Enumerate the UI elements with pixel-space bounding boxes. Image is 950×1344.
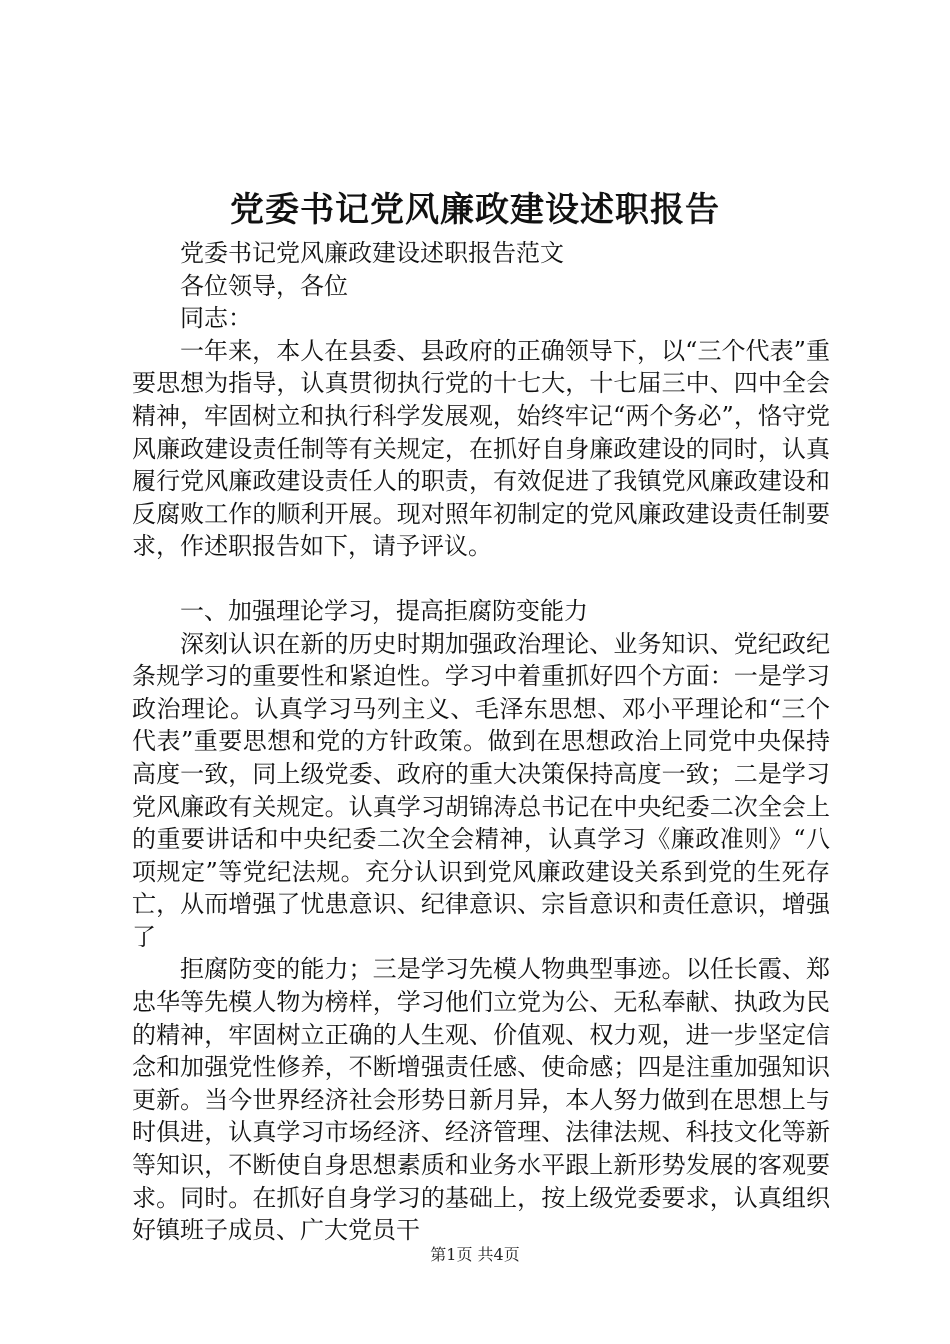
paragraph-spacer	[132, 563, 830, 595]
salutation-line: 各位领导，各位	[180, 271, 348, 300]
page-number: 第1页 共4页	[430, 1245, 520, 1264]
body-paragraph: 拒腐防变的能力；三是学习先模人物典型事迹。以任长霞、郑忠华等先模人物为榜样，学习他们立党为公、无私奉献、执政为民的精神，牢固树立正确的人生观、价值观、权力观，进一步坚定信念和加强党性修养，不断增强责任感、使命感；四是注重加强知识更新。当今世界经济社会形势日新月异，本人努力做到在思想上与时俱进，认真学习市场经济、经济管理、法律法规、科技文化等新等知识，不断使自身思想素质和业务水平跟上新形势发展的客观要求。同时。在抓好自身学习的基础上，按上级党委要求，认真组织好镇班子成员、广大党员干	[132, 955, 830, 1245]
document-title: 党委书记党风廉政建设述职报告	[230, 190, 720, 230]
salutation-continued: 同志：	[180, 304, 252, 333]
subtitle-line: 党委书记党风廉政建设述职报告范文	[180, 239, 564, 267]
intro-paragraph: 一年来，本人在县委、县政府的正确领导下，以“三个代表”重要思想为指导，认真贯彻执行党的十七大，十七届三中、四中全会精神，牢固树立和执行科学发展观，始终牢记“两个务必”，恪守党风廉政建设责任制等有关规定，在抓好自身廉政建设的同时，认真履行党风廉政建设责任人的职责，有效促进了我镇党风廉政建设和反腐败工作的顺利开展。现对照年初制定的党风廉政建设责任制要求，作述职报告如下，请予评议。	[132, 336, 830, 561]
body-paragraph: 深刻认识在新的历史时期加强政治理论、业务知识、党纪政纪条规学习的重要性和紧迫性。学习中着重抓好四个方面：一是学习政治理论。认真学习马列主义、毛泽东思想、邓小平理论和“三个代表”重要思想和党的方针政策。做到在思想政治上同党中央保持高度一致，同上级党委、政府的重大决策保持高度一致；二是学习党风廉政有关规定。认真学习胡锦涛总书记在中央纪委二次全会上的重要讲话和中央纪委二次全会精神，认真学习《廉政准则》“八项规定”等党纪法规。充分认识到党风廉政建设关系到党的生死存亡，从而增强了忧患意识、纪律意识、宗旨意识和责任意识，增强了	[132, 629, 830, 951]
document-body	[132, 237, 830, 1247]
section-heading: 一、加强理论学习，提高拒腐防变能力	[180, 596, 588, 625]
